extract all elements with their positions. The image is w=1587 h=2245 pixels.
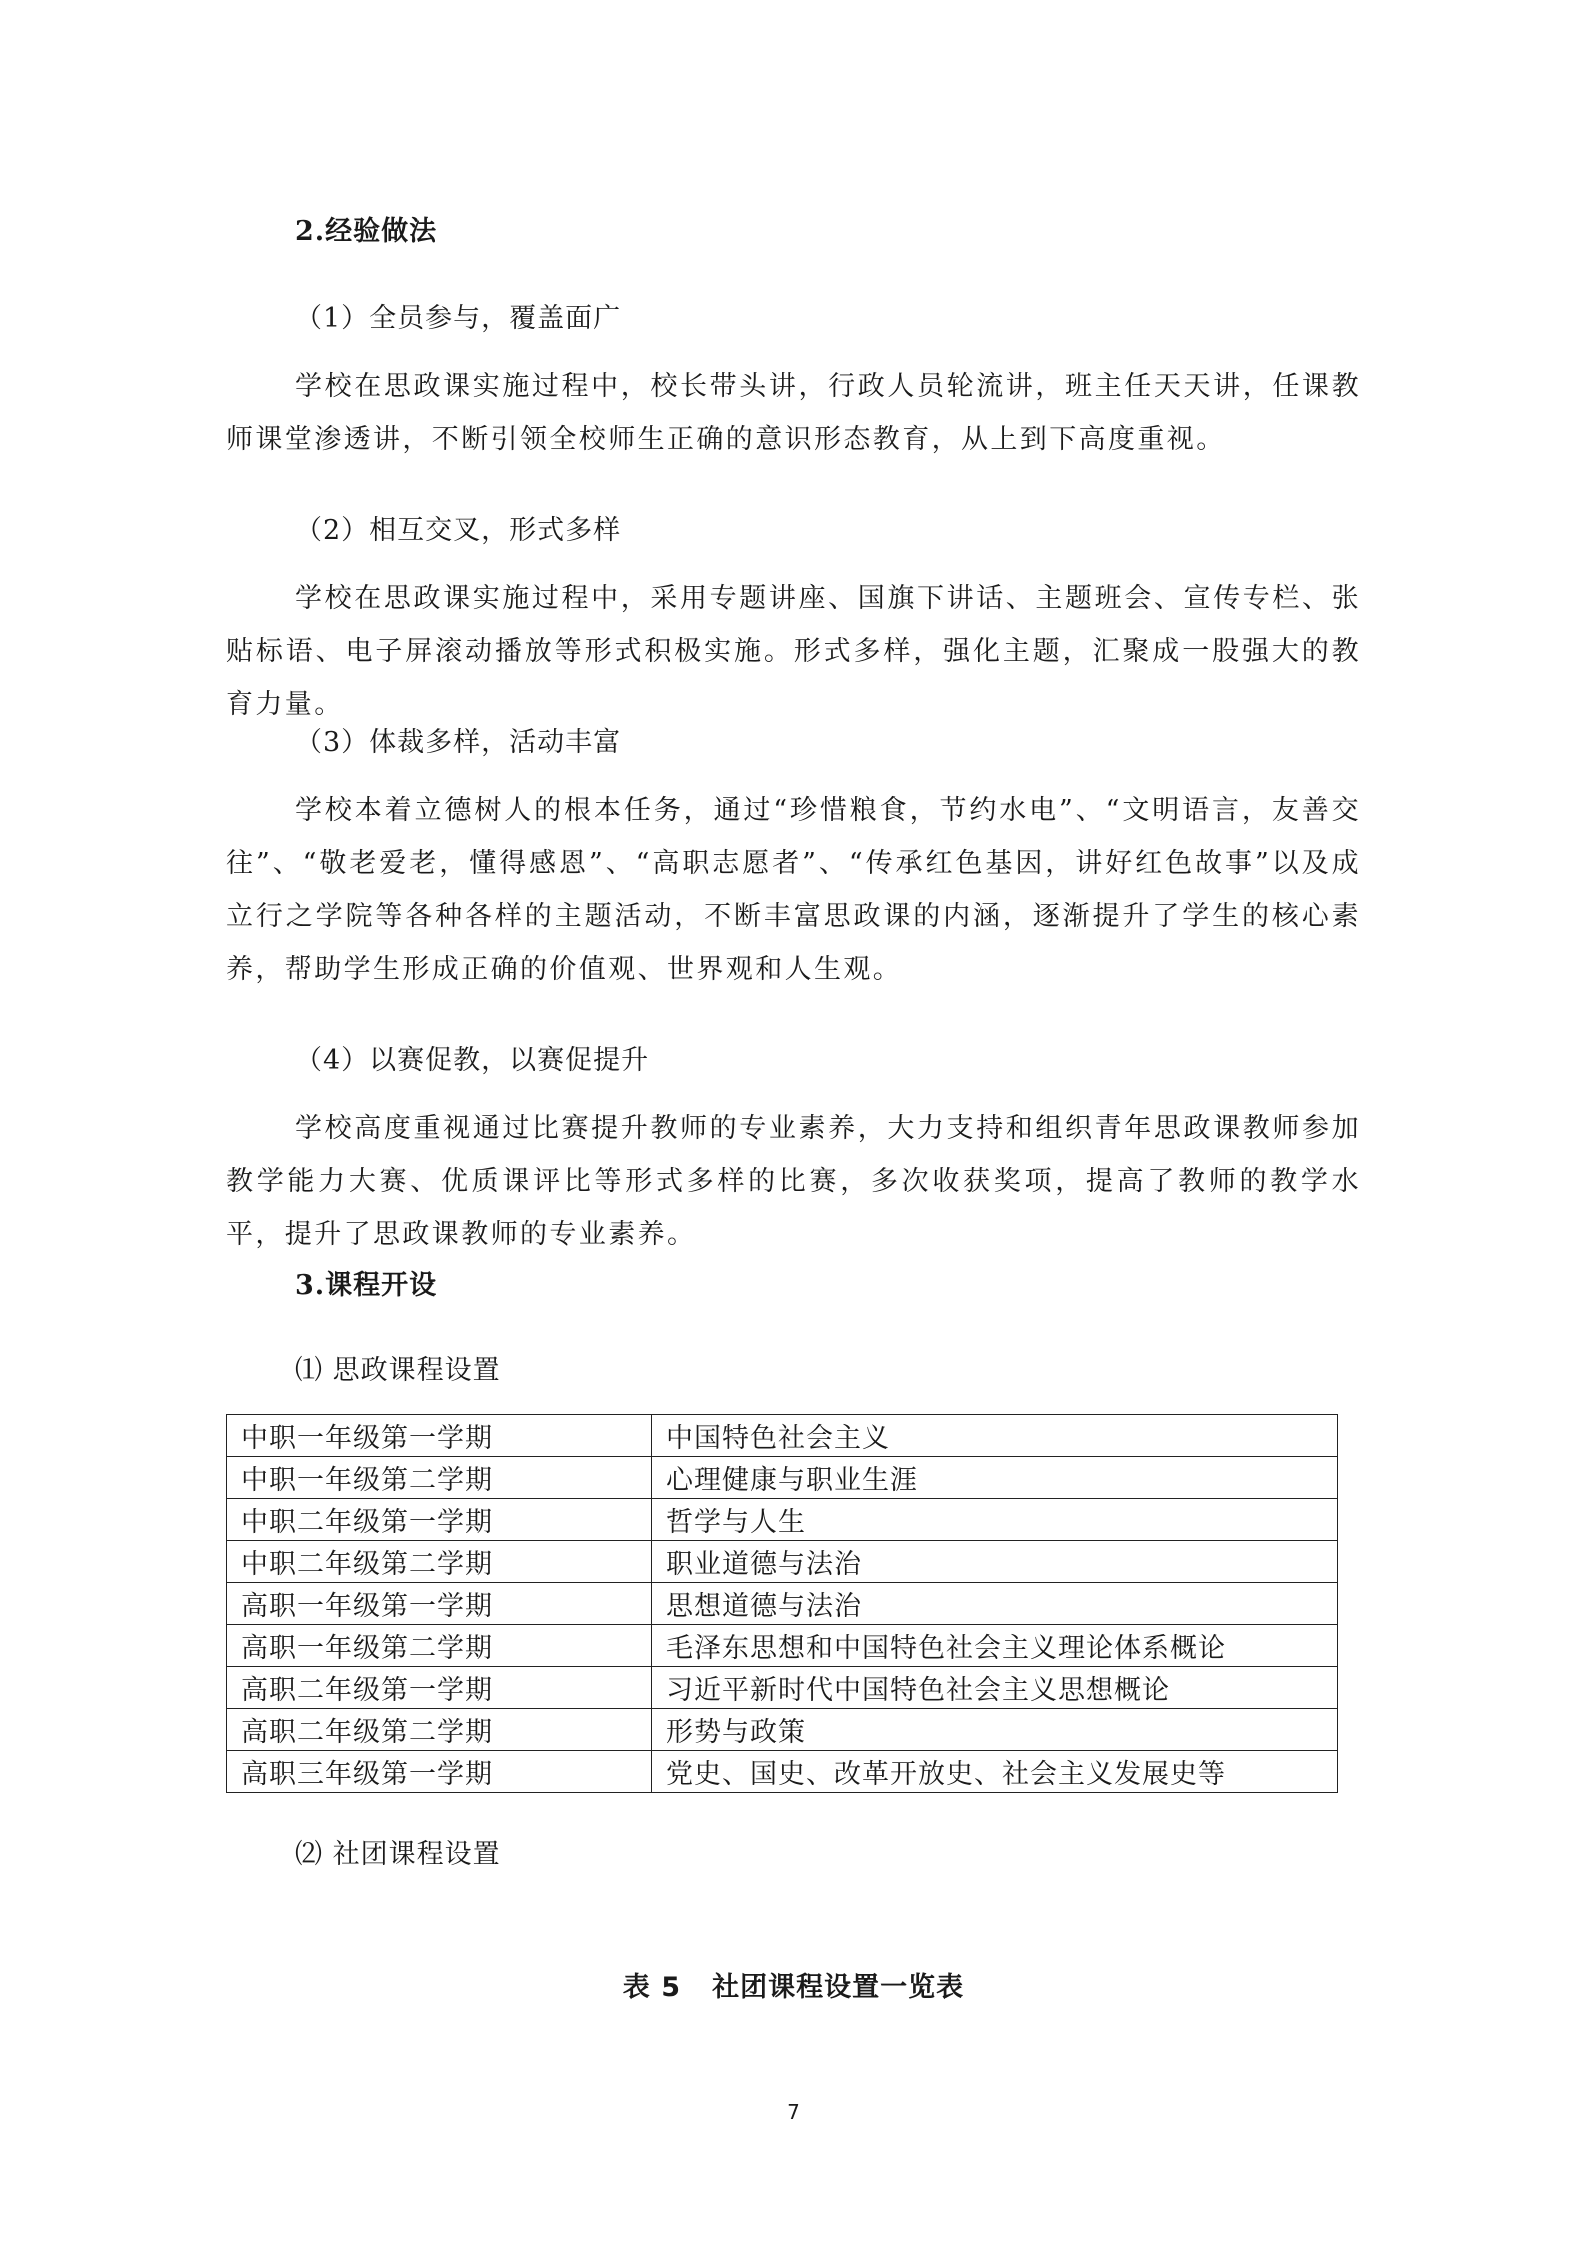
course-cell: 形势与政策 [652,1709,1338,1751]
subheading-rich-activities: （3）体裁多样，活动丰富 [295,727,622,758]
term-cell: 高职一年级第一学期 [227,1583,652,1625]
page-number: 7 [787,2100,800,2124]
table-row [227,1667,1338,1709]
paragraph-diverse-forms: 学校在思政课实施过程中，采用专题讲座、国旗下讲话、主题班会、宣传专栏、张贴标语、电子屏滚动播放等形式积极实施。形式多样，强化主题，汇聚成一股强大的教育力量。 [226,583,1361,720]
ideological-course-table [226,1414,1338,1793]
paragraph-rich-activities: 学校本着立德树人的根本任务，通过“珍惜粮食，节约水电”、“文明语言，友善交往”、“敬老爱老，懂得感恩”、“高职志愿者”、“传承红色基因，讲好红色故事”以及成立行之学院等各种各样的主题活动，不断丰富思政课的内涵，逐渐提升了学生的核心素养，帮助学生形成正确的价值观、世界观和人生观。 [226,795,1361,985]
course-cell: 中国特色社会主义 [652,1415,1338,1457]
course-cell: 习近平新时代中国特色社会主义思想概论 [652,1667,1338,1709]
subheading-diverse-forms: （2）相互交叉，形式多样 [295,515,622,546]
course-cell: 心理健康与职业生涯 [652,1457,1338,1499]
course-cell: 党史、国史、改革开放史、社会主义发展史等 [652,1751,1338,1793]
subheading-full-participation: （1）全员参与，覆盖面广 [295,303,622,334]
section-heading-courses: 3.课程开设 [295,1270,438,1301]
paragraph-full-participation: 学校在思政课实施过程中，校长带头讲，行政人员轮流讲，班主任天天讲，任课教师课堂渗透讲，不断引领全校师生正确的意识形态教育，从上到下高度重视。 [226,371,1361,455]
term-cell: 高职二年级第二学期 [227,1709,652,1751]
term-cell: 中职一年级第二学期 [227,1457,652,1499]
table-row [227,1457,1338,1499]
term-cell: 中职一年级第一学期 [227,1415,652,1457]
term-cell: 中职二年级第一学期 [227,1499,652,1541]
paragraph-competitions: 学校高度重视通过比赛提升教师的专业素养，大力支持和组织青年思政课教师参加教学能力大赛、优质课评比等形式多样的比赛，多次收获奖项，提高了教师的教学水平，提升了思政课教师的专业素养。 [226,1113,1361,1250]
subheading-competitions: （4）以赛促教，以赛促提升 [295,1045,650,1076]
table-row [227,1415,1338,1457]
table-row [227,1625,1338,1667]
table-row [227,1709,1338,1751]
term-cell: 中职二年级第二学期 [227,1541,652,1583]
term-cell: 高职一年级第二学期 [227,1625,652,1667]
table-row [227,1751,1338,1793]
table-row [227,1499,1338,1541]
section-heading-experience: 2.经验做法 [295,216,438,247]
table-row [227,1541,1338,1583]
course-cell: 毛泽东思想和中国特色社会主义理论体系概论 [652,1625,1338,1667]
subheading-club-courses: ⑵ 社团课程设置 [295,1839,501,1870]
course-cell: 思想道德与法治 [652,1583,1338,1625]
table-row [227,1583,1338,1625]
table-caption: 表 5 社团课程设置一览表 [622,1972,965,2003]
subheading-ideological-courses: ⑴ 思政课程设置 [295,1355,501,1386]
course-cell: 哲学与人生 [652,1499,1338,1541]
term-cell: 高职二年级第一学期 [227,1667,652,1709]
term-cell: 高职三年级第一学期 [227,1751,652,1793]
course-cell: 职业道德与法治 [652,1541,1338,1583]
